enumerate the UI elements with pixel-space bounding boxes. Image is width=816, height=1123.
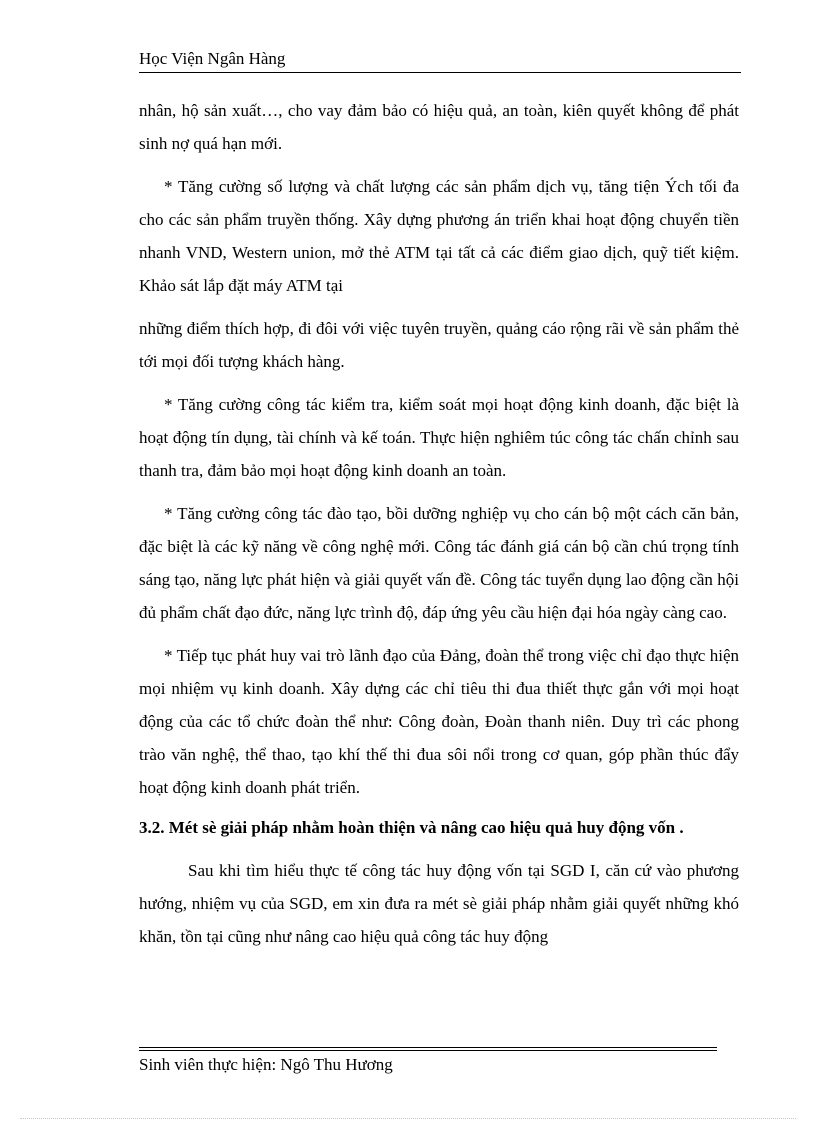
footer-author: Sinh viên thực hiện: Ngô Thu Hương bbox=[139, 1055, 393, 1074]
paragraph: * Tăng cường công tác đào tạo, bồi dưỡng nghiệp vụ cho cán bộ một cách căn bản, đặc biệt là các kỹ năng về công nghệ mới. Công tác đánh giá cán bộ cần chú trọng tính sáng tạo, năng lực phát hiện và giải quyết vấn đề. Công tác tuyển dụng lao động cần hội đủ phẩm chất đạo đức, năng lực trình độ, đáp ứng yêu cầu hiện đại hóa ngày càng cao. bbox=[139, 504, 739, 622]
paragraph: * Tăng cường số lượng và chất lượng các sản phẩm dịch vụ, tăng tiện Ých tối đa cho các sản phẩm truyền thống. Xây dựng phương án triển khai hoạt động chuyển tiền nhanh VND, Western union, mở thẻ ATM tại tất cả các điểm giao dịch, quỹ tiết kiệm. Khảo sát lắp đặt máy ATM tại bbox=[139, 177, 739, 295]
paragraph: nhân, hộ sản xuất…, cho vay đảm bảo có hiệu quả, an toàn, kiên quyết không để phát sinh nợ quá hạn mới. bbox=[139, 101, 739, 153]
page-header bbox=[139, 48, 741, 73]
document-body bbox=[139, 94, 739, 953]
footer-divider bbox=[139, 1050, 717, 1051]
footer-divider bbox=[139, 1047, 717, 1048]
page-footer bbox=[139, 1054, 393, 1076]
paragraph: * Tiếp tục phát huy vai trò lãnh đạo của Đảng, đoàn thể trong việc chỉ đạo thực hiện mọi nhiệm vụ kinh doanh. Xây dựng các chỉ tiêu thi đua thiết thực gắn với mọi hoạt động của các tổ chức đoàn thể như: Công đoàn, Đoàn thanh niên. Duy trì các phong trào văn nghệ, thể thao, tạo khí thế thi đua sôi nổi trong cơ quan, góp phần thúc đẩy hoạt động kinh doanh phát triển. bbox=[139, 646, 739, 797]
header-title: Học Viện Ngân Hàng bbox=[139, 49, 286, 68]
page-bottom-dotted-line bbox=[20, 1118, 796, 1119]
paragraph: những điểm thích hợp, đi đôi với việc tuyên truyền, quảng cáo rộng rãi về sản phẩm thẻ tới mọi đối tượng khách hàng. bbox=[139, 319, 739, 371]
paragraph: * Tăng cường công tác kiểm tra, kiểm soát mọi hoạt động kinh doanh, đặc biệt là hoạt động tín dụng, tài chính và kế toán. Thực hiện nghiêm túc công tác chấn chỉnh sau thanh tra, đảm bảo mọi hoạt động kinh doanh an toàn. bbox=[139, 395, 739, 480]
section-intro: Sau khi tìm hiểu thực tế công tác huy động vốn tại SGD I, căn cứ vào phương hướng, nhiệm vụ của SGD, em xin đưa ra mét sè giải pháp nhằm giải quyết những khó khăn, tồn tại cũng như nâng cao hiệu quả công tác huy động bbox=[139, 861, 739, 946]
section-heading: 3.2. Mét sè giải pháp nhằm hoàn thiện và nâng cao hiệu quả huy động vốn . bbox=[139, 818, 684, 837]
